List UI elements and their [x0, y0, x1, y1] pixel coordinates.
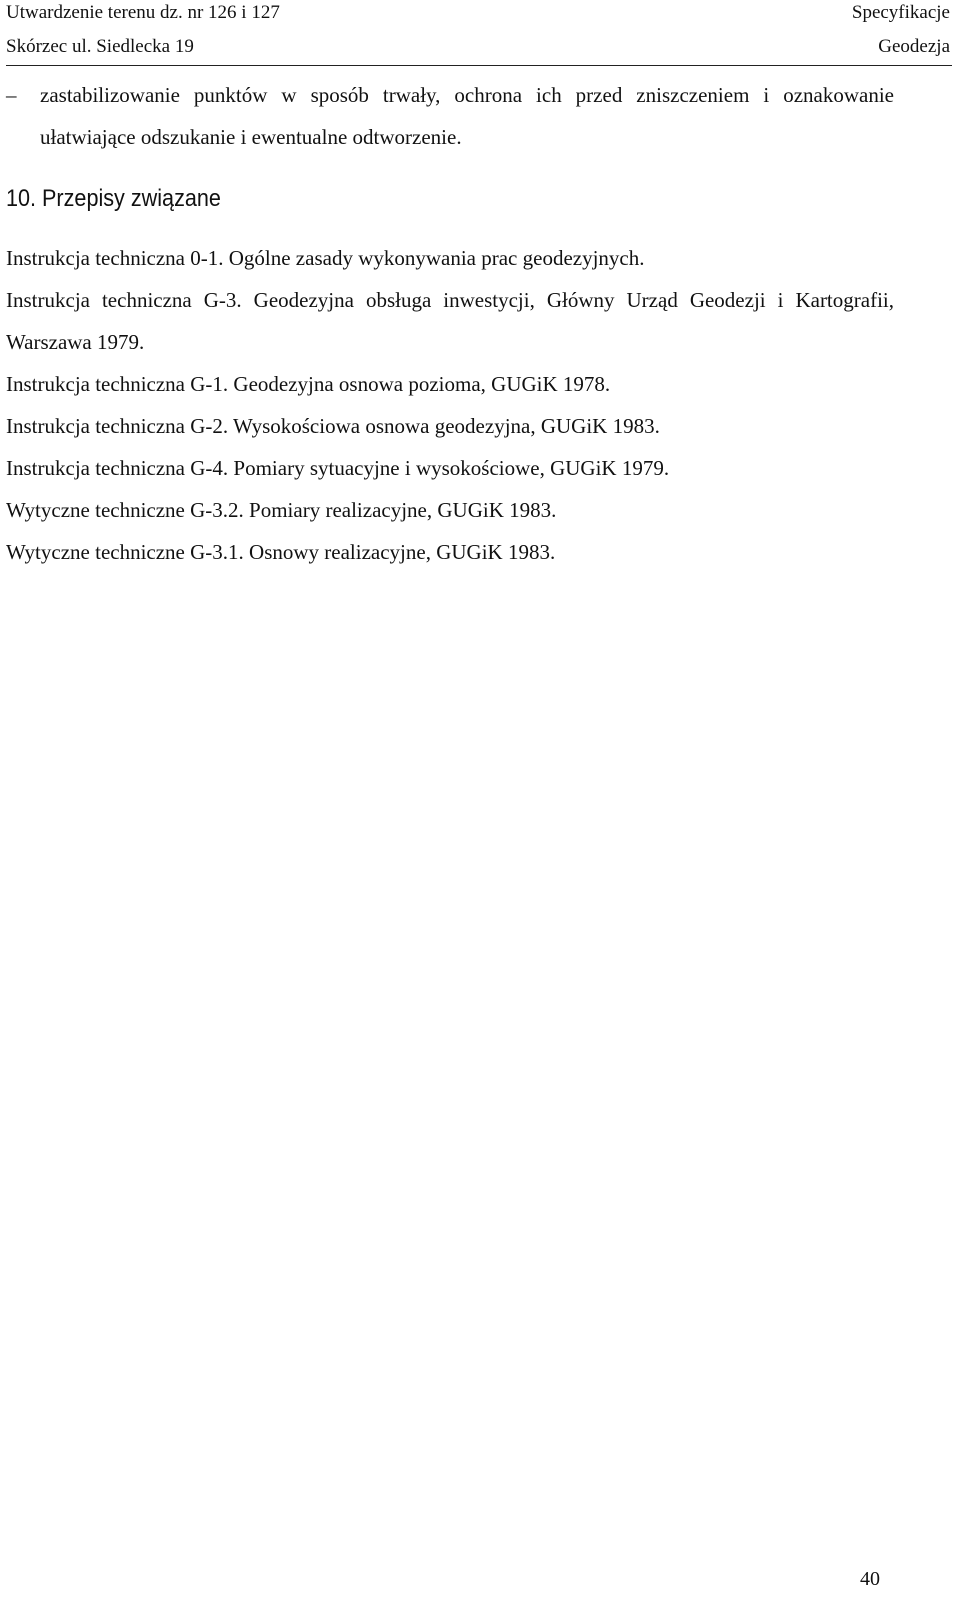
header-project-title: Utwardzenie terenu dz. nr 126 i 127	[6, 2, 280, 23]
references-list	[6, 237, 894, 573]
page-header	[6, 0, 952, 66]
reference-item: Wytyczne techniczne G-3.1. Osnowy realizacyjne, GUGiK 1983.	[6, 540, 556, 564]
section-heading: 10. Przepisy związane	[6, 185, 221, 212]
bullet-item	[6, 74, 894, 158]
header-section-name: Geodezja	[878, 36, 950, 57]
header-document-type: Specyfikacje	[851, 2, 950, 23]
reference-item: Wytyczne techniczne G-3.2. Pomiary realizacyjne, GUGiK 1983.	[6, 498, 557, 522]
bullet-text: zastabilizowanie punktów w sposób trwały, ochrona ich przed zniszczeniem i oznakowanie ułatwiające odszukanie i ewentualne odtworzenie.	[40, 83, 894, 149]
header-project-address: Skórzec ul. Siedlecka 19	[6, 36, 194, 57]
reference-item: Instrukcja techniczna G-3. Geodezyjna obsługa inwestycji, Główny Urząd Geodezji i Kartografii, Warszawa 1979.	[6, 288, 894, 354]
reference-item: Instrukcja techniczna 0-1. Ogólne zasady wykonywania prac geodezyjnych.	[6, 246, 645, 270]
reference-item: Instrukcja techniczna G-1. Geodezyjna osnowa pozioma, GUGiK 1978.	[6, 372, 611, 396]
bullet-dash: –	[6, 83, 17, 107]
page-number: 40	[860, 1568, 880, 1590]
reference-item: Instrukcja techniczna G-4. Pomiary sytuacyjne i wysokościowe, GUGiK 1979.	[6, 456, 670, 480]
reference-item: Instrukcja techniczna G-2. Wysokościowa osnowa geodezyjna, GUGiK 1983.	[6, 414, 660, 438]
